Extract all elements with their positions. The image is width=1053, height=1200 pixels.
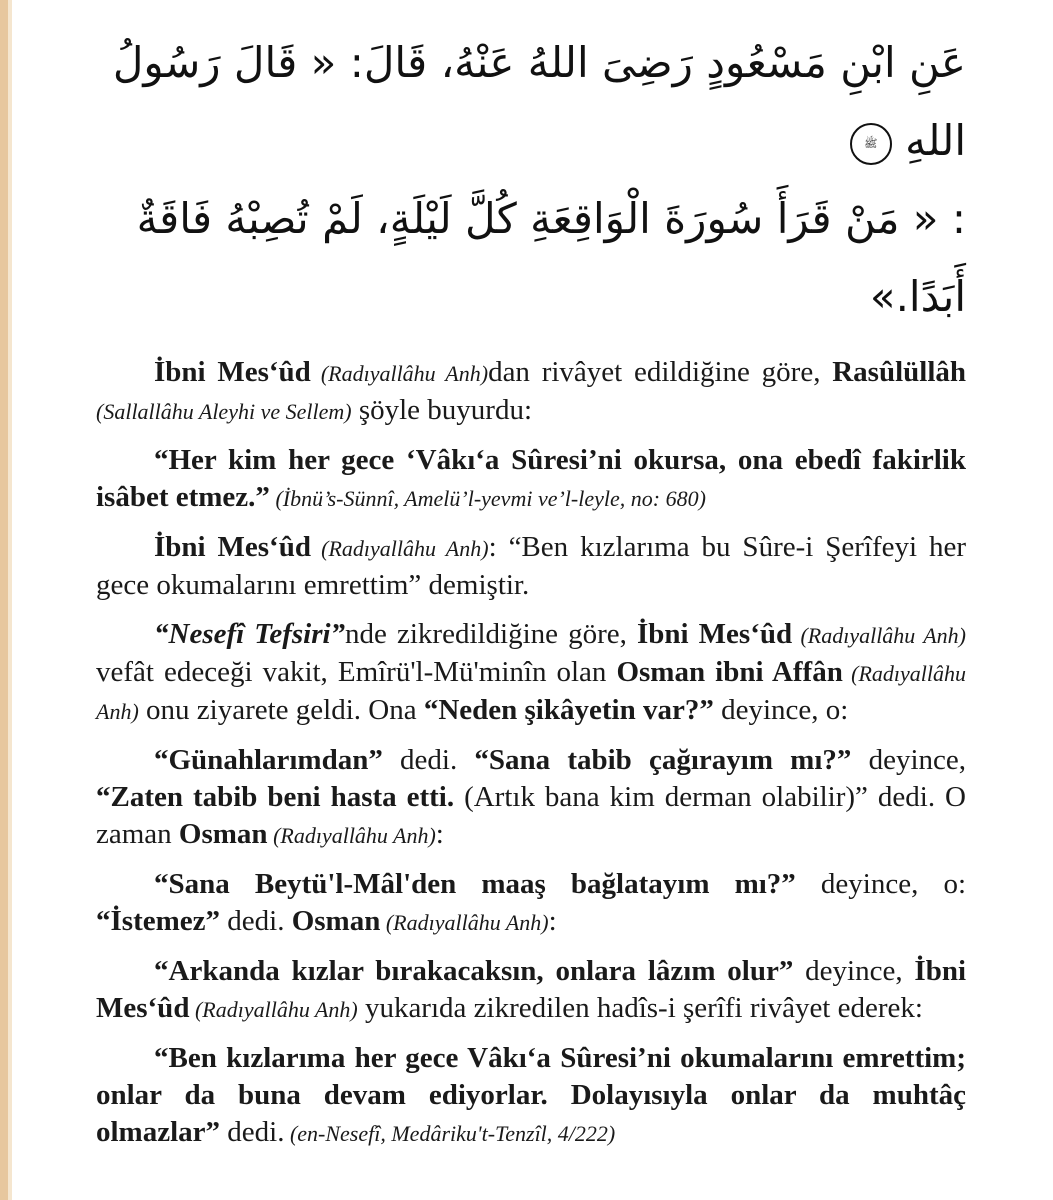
arabic-line-1: عَنِ ابْنِ مَسْعُودٍ رَضِىَ اللهُ عَنْهُ، قَالَ: « قَالَ رَسُولُ اللهِ ﷺ: [112, 38, 966, 165]
paragraph-4: “Nesefî Tefsiri”nde zikredildiğine göre, İbni Mes‘ûd (Radıyallâhu Anh) vefât edeceği vakit, Emîrü'l-Mü'minîn olan Osman ibni Affân (Radıyallâhu Anh) onu ziyarete geldi. Ona “Neden şikâyetin var?” deyince, o:: [96, 618, 966, 726]
honorific: (Radıyallâhu Anh): [310, 361, 489, 386]
dialogue-quote: “Zaten tabib beni hasta etti.: [96, 781, 455, 813]
honorific: (Sallallâhu Aleyhi ve Sellem): [96, 399, 352, 424]
narrator-name: İbni Mes‘ûd: [96, 955, 967, 1024]
source-title: “Nesefî Tefsiri”: [154, 618, 346, 650]
paragraph-7: “Arkanda kızlar bırakacaksın, onlara lâzım olur” deyince, İbni Mes‘ûd (Radıyallâhu Anh) yukarıda zikredilen hadîs-i şerîfi rivâyet ederek:: [96, 955, 967, 1024]
dialogue-quote: “Günahlarımdan”: [154, 744, 383, 776]
narrator-name: İbni Mes‘ûd: [154, 356, 311, 388]
dialogue-quote: “Ben kızlarıma her gece Vâkı‘a Sûresi’ni okumalarını emrettim; onlar da buna devam ediyorlar. Dolayısıyla onlar da muhtâç olmazlar”: [96, 1042, 966, 1148]
narrator-name: İbni Mes‘ûd: [636, 618, 793, 650]
dialogue-quote: “Sana tabib çağırayım mı?”: [474, 744, 852, 776]
paragraph-5: “Günahlarımdan” dedi. “Sana tabib çağırayım mı?” deyince, “Zaten tabib beni hasta etti. (Artık bana kim derman olabilir)” dedi. O zaman Osman (Radıyallâhu Anh):: [96, 744, 966, 850]
paragraph-6: “Sana Beytü'l-Mâl'den maaş bağlatayım mı?” deyince, o: “İstemez” dedi. Osman (Radıyallâhu Anh):: [96, 868, 966, 937]
honorific: (Radıyallâhu Anh): [96, 661, 966, 724]
paragraph-1: İbni Mes‘ûd (Radıyallâhu Anh)dan rivâyet edildiğine göre, Rasûlüllâh (Sallallâhu Aleyhi ve Sellem) şöyle buyurdu:: [96, 356, 967, 426]
dialogue-quote: “İstemez”: [96, 905, 221, 937]
arabic-line-2: : « مَنْ قَرَأَ سُورَةَ الْوَاقِعَةِ كُلَّ لَيْلَةٍ، لَمْ تُصِبْهُ فَاقَةٌ أَبَدًا.»: [136, 194, 966, 321]
page-edge-inner: [8, 0, 12, 1200]
paragraph-2: [96, 442, 966, 517]
page-edge: [0, 0, 8, 1200]
honorific: (Radıyallâhu Anh): [792, 623, 966, 648]
honorific: (Radıyallâhu Anh): [267, 823, 436, 848]
prophet-name: Rasûlüllâh: [832, 356, 967, 388]
honorific: (Radıyallâhu Anh): [380, 910, 549, 935]
dialogue-quote: “Neden şikâyetin var?”: [423, 694, 714, 726]
page-content: [96, 24, 966, 1164]
caliph-name: Osman ibni Affân: [616, 656, 843, 688]
honorific: (Radıyallâhu Anh): [310, 536, 489, 561]
paragraph-8: “Ben kızlarıma her gece Vâkı‘a Sûresi’ni okumalarını emrettim; onlar da buna devam ediyorlar. Dolayısıyla onlar da muhtâç olmazlar” dedi. (en-Nesefî, Medâriku't-Tenzîl, 4/222): [96, 1042, 966, 1148]
honorific: (Radıyallâhu Anh): [189, 997, 358, 1022]
caliph-name: Osman: [291, 905, 381, 937]
narrator-name: İbni Mes‘ûd: [154, 531, 311, 563]
hadith-quote: “Her kim her gece ‘Vâkı‘a Sûresi’ni okursa, ona ebedî fakirlik isâbet etmez.”: [96, 444, 966, 513]
sallallahu-seal: ﷺ: [850, 123, 892, 165]
citation: (İbnü’s-Sünnî, Amelü’l-yevmi ve’l-leyle, no: 680): [269, 486, 706, 511]
citation: (en-Nesefî, Medâriku't-Tenzîl, 4/222): [284, 1121, 616, 1146]
dialogue-quote: “Arkanda kızlar bırakacaksın, onlara lâzım olur”: [154, 955, 794, 987]
dialogue-quote: “Sana Beytü'l-Mâl'den maaş bağlatayım mı?”: [154, 868, 796, 900]
paragraph-3: İbni Mes‘ûd (Radıyallâhu Anh): “Ben kızlarıma bu Sûre-i Şerîfeyi her gece okumalarını emrettim” demiştir.: [96, 531, 966, 601]
caliph-name: Osman: [178, 818, 268, 850]
